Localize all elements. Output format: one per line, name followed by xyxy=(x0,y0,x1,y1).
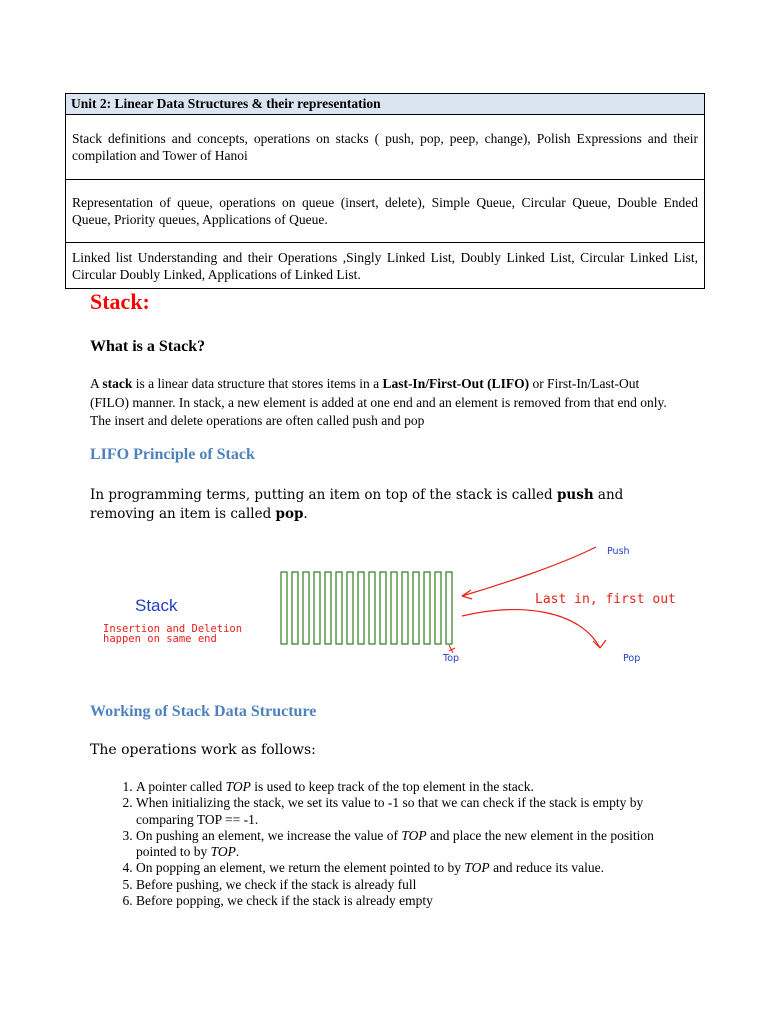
stack-element xyxy=(336,572,342,644)
def-text: or First-In/Last-Out (FILO) manner. In stack, a new element is added at one end and an element is removed from that end only. The insert and delete operations are often called push and pop xyxy=(90,376,667,428)
stack-element xyxy=(380,572,386,644)
stack-element xyxy=(446,572,452,644)
list-item xyxy=(136,877,696,893)
def-lifo-term: Last-In/First-Out (LIFO) xyxy=(382,376,530,391)
figure-push-label: Push xyxy=(607,546,630,557)
op-text: and reduce its value. xyxy=(489,860,605,876)
lifo-stack-figure xyxy=(0,530,768,670)
prog-pop-term: pop xyxy=(275,506,304,522)
stack-element xyxy=(358,572,364,644)
syllabus-row-stack: Stack definitions and concepts, operations on stacks ( push, pop, peep, change), Polish Expressions and their compilation and Tower of Hanoi xyxy=(66,115,704,180)
stack-element xyxy=(347,572,353,644)
stack-definition xyxy=(90,375,670,431)
figure-caption-line2: happen on same end xyxy=(103,633,217,645)
syllabus-table xyxy=(65,93,705,289)
section-title-stack: Stack: xyxy=(90,289,150,314)
op-text: On popping an element, we return the element pointed to by xyxy=(136,860,465,876)
top-marker xyxy=(449,645,455,653)
syllabus-row-queue: Representation of queue, operations on queue (insert, delete), Simple Queue, Circular Queue, Double Ended Queue, Priority queues, Applications of Queue. xyxy=(66,180,704,243)
figure-caption-line1: Insertion and Deletion xyxy=(103,623,243,635)
figure-top-label: Top xyxy=(443,653,460,664)
push-arrow xyxy=(462,547,596,596)
stack-element xyxy=(292,572,298,644)
pop-arrow xyxy=(462,610,600,648)
syllabus-row-linked-list: Linked list Understanding and their Operations ,Singly Linked List, Doubly Linked List, Circular Linked List, Circular Doubly Linked, Applications of Linked List. xyxy=(66,243,704,289)
heading-lifo-principle: LIFO Principle of Stack xyxy=(90,446,255,463)
op-text: . xyxy=(235,844,240,860)
prog-push-term: push xyxy=(556,487,594,503)
op-text: is used to keep track of the top element in the stack. xyxy=(250,779,534,794)
def-stack-term: stack xyxy=(102,376,133,391)
prog-text: In programming terms, putting an item on top of the stack is called xyxy=(90,487,557,503)
programming-terms-paragraph xyxy=(90,486,690,524)
op-text: Before pushing, we check if the stack is already full xyxy=(136,876,417,892)
stack-element xyxy=(281,572,287,644)
figure-stack-label: Stack xyxy=(135,596,178,615)
figure-pop-label: Pop xyxy=(623,653,641,664)
stack-element xyxy=(402,572,408,644)
op-text: When initializing the stack, we set its value to -1 so that we can check if the stack is empty by comparing TOP == -1. xyxy=(136,795,644,827)
def-text: A xyxy=(90,376,103,391)
prog-text: and removing an item is called xyxy=(90,487,624,522)
op-text: and place the new element in the position pointed to by xyxy=(136,827,654,860)
stack-elements xyxy=(281,572,452,644)
op-top-term: TOP xyxy=(401,827,427,843)
op-text: Before popping, we check if the stack is already empty xyxy=(136,893,433,909)
prog-text: . xyxy=(303,506,308,522)
def-text: is a linear data structure that stores items in a xyxy=(132,376,383,391)
stack-element xyxy=(369,572,375,644)
stack-element xyxy=(325,572,331,644)
op-top-term: TOP xyxy=(225,779,251,794)
op-top-term: TOP xyxy=(210,844,236,860)
operations-intro: The operations work as follows: xyxy=(90,742,316,758)
heading-what-is-stack: What is a Stack? xyxy=(90,338,206,355)
op-text: A pointer called xyxy=(136,779,226,794)
syllabus-header: Unit 2: Linear Data Structures & their representation xyxy=(66,94,704,115)
pop-arrowhead xyxy=(593,640,606,648)
list-item xyxy=(136,860,696,876)
operations-list xyxy=(110,779,696,909)
stack-element xyxy=(424,572,430,644)
list-item xyxy=(136,795,696,828)
op-top-term: TOP xyxy=(464,860,490,876)
op-text: On pushing an element, we increase the value of xyxy=(136,827,402,843)
stack-element xyxy=(413,572,419,644)
stack-element xyxy=(391,572,397,644)
stack-element xyxy=(314,572,320,644)
stack-element xyxy=(303,572,309,644)
heading-working-of-stack: Working of Stack Data Structure xyxy=(90,703,317,720)
list-item xyxy=(136,779,696,795)
list-item xyxy=(136,893,696,909)
figure-lifo-label: Last in, first out xyxy=(535,592,676,607)
stack-element xyxy=(435,572,441,644)
list-item xyxy=(136,828,696,861)
